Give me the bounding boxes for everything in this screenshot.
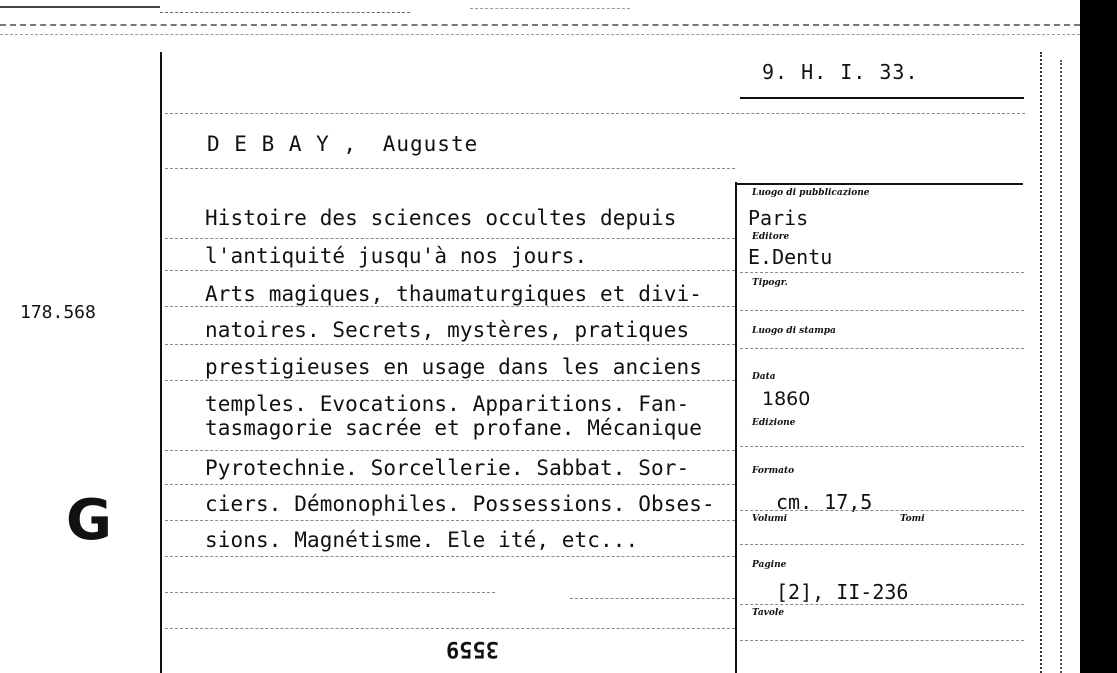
rule [740,310,1024,311]
scan-edge-right [1080,0,1117,673]
metadata-box-top [737,183,1023,185]
date-value: 1860 [762,388,811,410]
card-left-rule [160,52,162,673]
title-line: tasmagorie sacrée et profane. Mécanique [205,416,702,440]
rule [165,113,1025,114]
publisher-value: E.Dentu [748,245,833,269]
rule [165,306,735,307]
title-line: ciers. Démonophiles. Possessions. Obses- [205,492,715,516]
rule [165,450,735,451]
rule [165,628,735,629]
rule [165,270,735,271]
rule [740,348,1024,349]
scan-edge-top [0,0,1080,38]
rule [740,604,1024,605]
title-line: Pyrotechnie. Sorcellerie. Sabbat. Sor- [205,456,690,480]
title-line: Arts magiques, thaumaturgiques et divi- [205,282,702,306]
bottom-stamp: 3559 [446,636,499,661]
author-surname: D E B A Y , [207,132,358,156]
rule [165,484,735,485]
pages-value: [2], II-236 [776,580,909,604]
volumes-label: Volumi [752,514,788,524]
scan-edge-right-speckle [1060,60,1082,673]
rule [165,238,735,239]
shelfmark-underline [740,97,1024,99]
rule [165,520,735,521]
rule [165,592,495,593]
rule [165,380,735,381]
print-place-label: Luogo di stampa [752,326,836,336]
title-line: sions. Magnétisme. Ele ité, etc... [205,528,639,552]
shelfmark: 9. H. I. 33. [762,60,919,84]
rule [165,344,735,345]
place-label: Luogo di pubblicazione [752,188,870,198]
rule [165,556,735,557]
plates-label: Tavole [752,608,785,618]
title-line: temples. Evocations. Apparitions. Fan- [205,392,690,416]
pages-label: Pagine [752,560,787,570]
rule [740,544,1024,545]
metadata-box-rule [735,182,737,673]
title-line: l'antiquité jusqu'à nos jours. [205,244,588,268]
date-label: Data [752,372,776,382]
author-given-name: Auguste [382,132,479,156]
place-value: Paris [748,206,809,230]
rule [740,446,1024,447]
card-right-rule [1040,52,1042,673]
tomes-label: Tomi [900,514,925,524]
collection-letter: G [66,488,112,553]
inventory-number: 178.568 [20,302,96,323]
rule [740,272,1024,273]
format-value: cm. 17,5 [776,490,873,514]
title-line: Histoire des sciences occultes depuis [205,206,677,230]
format-label: Formato [752,466,795,476]
publisher-label: Editore [752,232,790,242]
author-heading [207,132,478,156]
rule [740,510,1024,511]
rule [165,168,735,169]
rule [740,640,1024,641]
title-line: prestigieuses en usage dans les anciens [205,355,702,379]
printer-label: Tipogr. [752,278,788,288]
edition-label: Edizione [752,418,796,428]
rule [570,598,735,599]
title-line: natoires. Secrets, mystères, pratiques [205,318,690,342]
